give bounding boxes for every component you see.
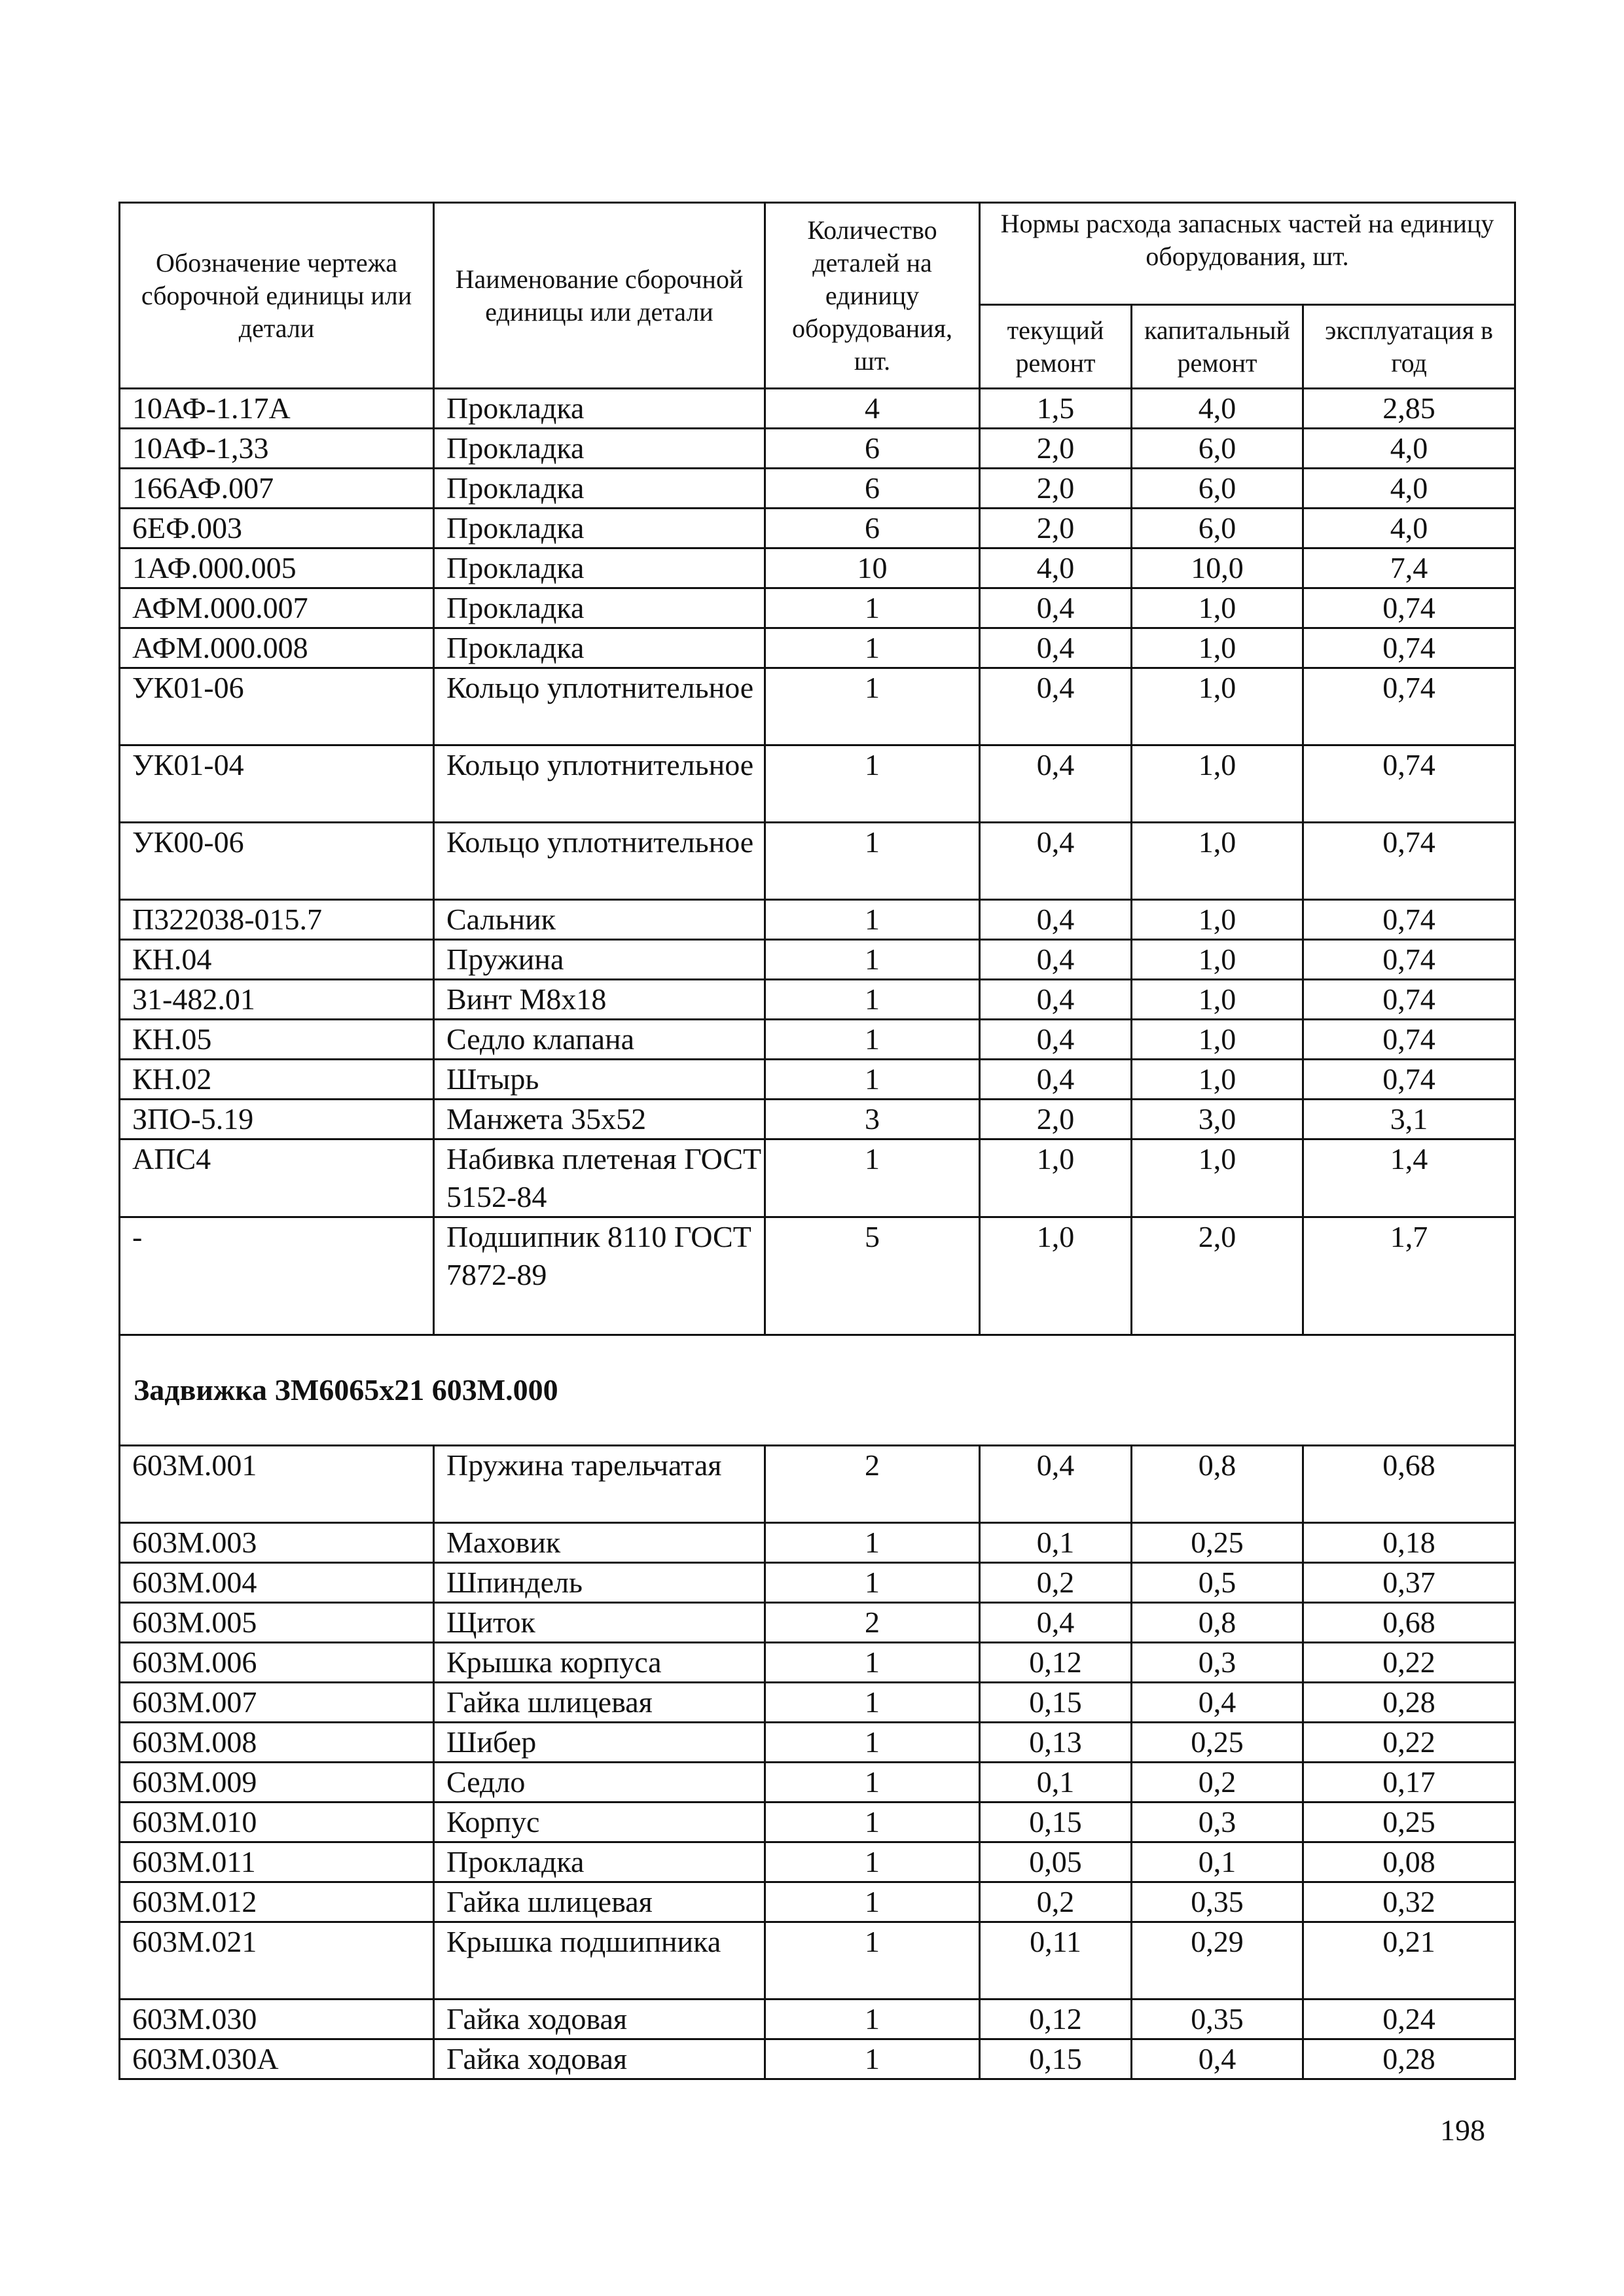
cell-designation: 603М.030: [120, 2000, 434, 2039]
cell-current-repair: 0,05: [980, 1842, 1132, 1882]
cell-capital-repair: 1,0: [1132, 980, 1303, 1020]
cell-name: Прокладка: [434, 389, 765, 429]
cell-name: Кольцо уплотнительное: [434, 668, 765, 745]
page-number: 198: [1440, 2113, 1485, 2147]
table-row: [120, 1922, 1515, 2000]
cell-quantity: 1: [765, 745, 980, 823]
cell-designation: 10АФ-1.17А: [120, 389, 434, 429]
cell-current-repair: 0,4: [980, 1020, 1132, 1060]
cell-capital-repair: 1,0: [1132, 1060, 1303, 1100]
cell-name: Маховик: [434, 1523, 765, 1563]
table-row: [120, 1446, 1515, 1523]
cell-capital-repair: 3,0: [1132, 1100, 1303, 1139]
cell-quantity: 1: [765, 1060, 980, 1100]
cell-capital-repair: 1,0: [1132, 1020, 1303, 1060]
cell-designation: УК01-04: [120, 745, 434, 823]
table-row: [120, 469, 1515, 509]
header-capital-repair: капитальный ремонт: [1132, 305, 1303, 389]
cell-capital-repair: 1,0: [1132, 900, 1303, 940]
cell-capital-repair: 6,0: [1132, 509, 1303, 548]
cell-current-repair: 0,4: [980, 668, 1132, 745]
cell-current-repair: 0,15: [980, 1683, 1132, 1723]
table-row: [120, 548, 1515, 588]
cell-operation-year: 0,68: [1303, 1446, 1515, 1523]
cell-capital-repair: 4,0: [1132, 389, 1303, 429]
cell-capital-repair: 0,4: [1132, 2039, 1303, 2079]
cell-operation-year: 7,4: [1303, 548, 1515, 588]
cell-operation-year: 0,74: [1303, 1020, 1515, 1060]
cell-designation: АФМ.000.008: [120, 628, 434, 668]
cell-operation-year: 0,17: [1303, 1763, 1515, 1803]
table-row: [120, 1603, 1515, 1643]
cell-operation-year: 0,74: [1303, 1060, 1515, 1100]
cell-capital-repair: 1,0: [1132, 1139, 1303, 1217]
cell-capital-repair: 0,25: [1132, 1523, 1303, 1563]
cell-operation-year: 0,74: [1303, 940, 1515, 980]
cell-current-repair: 0,4: [980, 900, 1132, 940]
cell-designation: 603М.010: [120, 1803, 434, 1842]
cell-operation-year: 0,74: [1303, 980, 1515, 1020]
cell-current-repair: 2,0: [980, 509, 1132, 548]
cell-quantity: 1: [765, 628, 980, 668]
cell-designation: АПС4: [120, 1139, 434, 1217]
cell-current-repair: 0,4: [980, 628, 1132, 668]
cell-current-repair: 0,4: [980, 980, 1132, 1020]
table-row: [120, 1139, 1515, 1217]
cell-name: Пружина: [434, 940, 765, 980]
cell-operation-year: 2,85: [1303, 389, 1515, 429]
cell-quantity: 1: [765, 1723, 980, 1763]
cell-operation-year: 4,0: [1303, 429, 1515, 469]
cell-current-repair: 2,0: [980, 429, 1132, 469]
cell-designation: П322038-015.7: [120, 900, 434, 940]
cell-quantity: 1: [765, 1020, 980, 1060]
table-row: [120, 1803, 1515, 1842]
table-row: [120, 389, 1515, 429]
cell-quantity: 5: [765, 1217, 980, 1335]
cell-designation: 1АФ.000.005: [120, 548, 434, 588]
cell-capital-repair: 1,0: [1132, 668, 1303, 745]
cell-designation: 603М.004: [120, 1563, 434, 1603]
table-row: [120, 2039, 1515, 2079]
cell-quantity: 1: [765, 668, 980, 745]
table-row: [120, 2000, 1515, 2039]
header-operation-year: эксплуатация в год: [1303, 305, 1515, 389]
table-row: [120, 980, 1515, 1020]
cell-name: Кольцо уплотнительное: [434, 823, 765, 900]
cell-capital-repair: 0,1: [1132, 1842, 1303, 1882]
cell-capital-repair: 1,0: [1132, 823, 1303, 900]
cell-current-repair: 1,0: [980, 1139, 1132, 1217]
cell-designation: 603М.009: [120, 1763, 434, 1803]
cell-designation: 31-482.01: [120, 980, 434, 1020]
cell-name: Гайка шлицевая: [434, 1683, 765, 1723]
cell-name: Щиток: [434, 1603, 765, 1643]
cell-name: Прокладка: [434, 628, 765, 668]
cell-operation-year: 4,0: [1303, 509, 1515, 548]
spare-parts-table: [118, 202, 1516, 2080]
cell-operation-year: 0,74: [1303, 745, 1515, 823]
cell-operation-year: 0,74: [1303, 668, 1515, 745]
cell-designation: 603М.008: [120, 1723, 434, 1763]
cell-current-repair: 0,1: [980, 1763, 1132, 1803]
cell-operation-year: 0,74: [1303, 900, 1515, 940]
cell-designation: КН.04: [120, 940, 434, 980]
cell-current-repair: 1,0: [980, 1217, 1132, 1335]
cell-capital-repair: 2,0: [1132, 1217, 1303, 1335]
cell-operation-year: 1,7: [1303, 1217, 1515, 1335]
table-row: [120, 940, 1515, 980]
cell-quantity: 1: [765, 1803, 980, 1842]
cell-designation: 603М.003: [120, 1523, 434, 1563]
table-row: [120, 1217, 1515, 1335]
cell-current-repair: 0,12: [980, 2000, 1132, 2039]
table-row: [120, 1563, 1515, 1603]
cell-capital-repair: 10,0: [1132, 548, 1303, 588]
cell-current-repair: 0,2: [980, 1882, 1132, 1922]
cell-capital-repair: 0,3: [1132, 1643, 1303, 1683]
cell-operation-year: 0,24: [1303, 2000, 1515, 2039]
cell-capital-repair: 0,2: [1132, 1763, 1303, 1803]
section-block: [120, 1335, 1515, 1446]
table-row: [120, 588, 1515, 628]
cell-quantity: 1: [765, 1763, 980, 1803]
table-row: [120, 509, 1515, 548]
table-row: [120, 628, 1515, 668]
cell-quantity: 2: [765, 1446, 980, 1523]
cell-quantity: 1: [765, 2000, 980, 2039]
cell-name: Прокладка: [434, 588, 765, 628]
cell-designation: 603М.012: [120, 1882, 434, 1922]
table-row: [120, 1100, 1515, 1139]
cell-name: Седло клапана: [434, 1020, 765, 1060]
cell-name: Гайка шлицевая: [434, 1882, 765, 1922]
cell-designation: 6ЕФ.003: [120, 509, 434, 548]
header-name: Наименование сборочной единицы или детали: [434, 203, 765, 389]
header-current-repair: текущий ремонт: [980, 305, 1132, 389]
cell-operation-year: 0,08: [1303, 1842, 1515, 1882]
cell-name: Подшипник 8110 ГОСТ 7872-89: [434, 1217, 765, 1335]
cell-designation: КН.02: [120, 1060, 434, 1100]
table-row: [120, 900, 1515, 940]
cell-quantity: 1: [765, 1882, 980, 1922]
table-row: [120, 1763, 1515, 1803]
cell-operation-year: 0,37: [1303, 1563, 1515, 1603]
cell-quantity: 1: [765, 1139, 980, 1217]
cell-quantity: 1: [765, 900, 980, 940]
cell-capital-repair: 0,25: [1132, 1723, 1303, 1763]
cell-capital-repair: 1,0: [1132, 745, 1303, 823]
cell-capital-repair: 0,5: [1132, 1563, 1303, 1603]
cell-operation-year: 0,74: [1303, 823, 1515, 900]
cell-operation-year: 0,21: [1303, 1922, 1515, 2000]
cell-capital-repair: 6,0: [1132, 469, 1303, 509]
table-row: [120, 1643, 1515, 1683]
cell-current-repair: 0,4: [980, 1446, 1132, 1523]
cell-operation-year: 0,74: [1303, 628, 1515, 668]
cell-designation: -: [120, 1217, 434, 1335]
cell-designation: УК00-06: [120, 823, 434, 900]
cell-operation-year: 3,1: [1303, 1100, 1515, 1139]
cell-current-repair: 0,4: [980, 1603, 1132, 1643]
cell-name: Корпус: [434, 1803, 765, 1842]
cell-operation-year: 0,22: [1303, 1723, 1515, 1763]
cell-operation-year: 0,68: [1303, 1603, 1515, 1643]
cell-quantity: 1: [765, 1523, 980, 1563]
section-row: [120, 1335, 1515, 1446]
cell-designation: 603М.011: [120, 1842, 434, 1882]
cell-operation-year: 4,0: [1303, 469, 1515, 509]
cell-quantity: 1: [765, 1922, 980, 2000]
cell-capital-repair: 0,29: [1132, 1922, 1303, 2000]
table-row: [120, 429, 1515, 469]
cell-current-repair: 0,11: [980, 1922, 1132, 2000]
cell-name: Крышка подшипника: [434, 1922, 765, 2000]
cell-name: Прокладка: [434, 509, 765, 548]
cell-operation-year: 0,28: [1303, 1683, 1515, 1723]
table-row: [120, 1882, 1515, 1922]
cell-current-repair: 0,15: [980, 1803, 1132, 1842]
table-body-top: [120, 389, 1515, 1335]
cell-current-repair: 0,13: [980, 1723, 1132, 1763]
cell-capital-repair: 0,35: [1132, 1882, 1303, 1922]
cell-quantity: 6: [765, 429, 980, 469]
cell-quantity: 1: [765, 588, 980, 628]
table-body-bottom: [120, 1446, 1515, 2079]
table-row: [120, 1060, 1515, 1100]
cell-quantity: 1: [765, 1643, 980, 1683]
header-designation: Обозначение чертежа сборочной единицы или детали: [120, 203, 434, 389]
cell-quantity: 1: [765, 980, 980, 1020]
table-row: [120, 1723, 1515, 1763]
cell-operation-year: 1,4: [1303, 1139, 1515, 1217]
cell-capital-repair: 1,0: [1132, 940, 1303, 980]
cell-name: Винт М8х18: [434, 980, 765, 1020]
cell-name: Пружина тарельчатая: [434, 1446, 765, 1523]
cell-capital-repair: 1,0: [1132, 628, 1303, 668]
cell-current-repair: 0,4: [980, 1060, 1132, 1100]
table-row: [120, 1523, 1515, 1563]
cell-capital-repair: 6,0: [1132, 429, 1303, 469]
cell-quantity: 1: [765, 1563, 980, 1603]
cell-quantity: 1: [765, 1842, 980, 1882]
cell-quantity: 6: [765, 469, 980, 509]
cell-current-repair: 0,4: [980, 745, 1132, 823]
cell-current-repair: 0,2: [980, 1563, 1132, 1603]
cell-operation-year: 0,25: [1303, 1803, 1515, 1842]
cell-operation-year: 0,74: [1303, 588, 1515, 628]
cell-current-repair: 0,4: [980, 940, 1132, 980]
cell-operation-year: 0,32: [1303, 1882, 1515, 1922]
header-quantity: Количество деталей на единицу оборудования, шт.: [765, 203, 980, 389]
cell-current-repair: 0,1: [980, 1523, 1132, 1563]
cell-quantity: 6: [765, 509, 980, 548]
cell-quantity: 1: [765, 940, 980, 980]
cell-capital-repair: 0,4: [1132, 1683, 1303, 1723]
cell-name: Прокладка: [434, 429, 765, 469]
cell-name: Шибер: [434, 1723, 765, 1763]
cell-name: Шпиндель: [434, 1563, 765, 1603]
cell-quantity: 1: [765, 823, 980, 900]
cell-designation: УК01-06: [120, 668, 434, 745]
cell-designation: 603М.021: [120, 1922, 434, 2000]
section-title: Задвижка ЗМ6065х21 603М.000: [120, 1335, 1515, 1446]
header-norms: Нормы расхода запасных частей на единицу оборудования, шт.: [980, 203, 1515, 305]
cell-quantity: 4: [765, 389, 980, 429]
cell-current-repair: 2,0: [980, 469, 1132, 509]
table-row: [120, 745, 1515, 823]
cell-designation: 166АФ.007: [120, 469, 434, 509]
cell-name: Гайка ходовая: [434, 2039, 765, 2079]
cell-quantity: 1: [765, 1683, 980, 1723]
cell-operation-year: 0,28: [1303, 2039, 1515, 2079]
cell-designation: 603М.006: [120, 1643, 434, 1683]
cell-operation-year: 0,22: [1303, 1643, 1515, 1683]
cell-operation-year: 0,18: [1303, 1523, 1515, 1563]
cell-designation: 603М.001: [120, 1446, 434, 1523]
cell-current-repair: 1,5: [980, 389, 1132, 429]
cell-name: Прокладка: [434, 1842, 765, 1882]
cell-name: Гайка ходовая: [434, 2000, 765, 2039]
cell-current-repair: 0,4: [980, 588, 1132, 628]
cell-current-repair: 0,4: [980, 823, 1132, 900]
cell-capital-repair: 0,8: [1132, 1603, 1303, 1643]
table-row: [120, 668, 1515, 745]
cell-name: Крышка корпуса: [434, 1643, 765, 1683]
cell-capital-repair: 0,35: [1132, 2000, 1303, 2039]
cell-name: Кольцо уплотнительное: [434, 745, 765, 823]
cell-current-repair: 2,0: [980, 1100, 1132, 1139]
cell-designation: 603М.030А: [120, 2039, 434, 2079]
table-row: [120, 1683, 1515, 1723]
table-row: [120, 1020, 1515, 1060]
cell-name: Набивка плетеная ГОСТ 5152-84: [434, 1139, 765, 1217]
cell-current-repair: 0,12: [980, 1643, 1132, 1683]
cell-designation: 10АФ-1,33: [120, 429, 434, 469]
cell-name: Прокладка: [434, 548, 765, 588]
cell-quantity: 3: [765, 1100, 980, 1139]
cell-name: Седло: [434, 1763, 765, 1803]
cell-designation: КН.05: [120, 1020, 434, 1060]
cell-name: Штырь: [434, 1060, 765, 1100]
spare-parts-table-container: [118, 202, 1514, 2080]
cell-designation: ЗПО-5.19: [120, 1100, 434, 1139]
cell-quantity: 1: [765, 2039, 980, 2079]
cell-designation: АФМ.000.007: [120, 588, 434, 628]
cell-name: Прокладка: [434, 469, 765, 509]
cell-name: Манжета 35х52: [434, 1100, 765, 1139]
cell-current-repair: 0,15: [980, 2039, 1132, 2079]
cell-name: Сальник: [434, 900, 765, 940]
cell-quantity: 2: [765, 1603, 980, 1643]
cell-designation: 603М.005: [120, 1603, 434, 1643]
cell-current-repair: 4,0: [980, 548, 1132, 588]
table-row: [120, 1842, 1515, 1882]
cell-capital-repair: 0,3: [1132, 1803, 1303, 1842]
cell-capital-repair: 1,0: [1132, 588, 1303, 628]
cell-designation: 603М.007: [120, 1683, 434, 1723]
table-row: [120, 823, 1515, 900]
cell-quantity: 10: [765, 548, 980, 588]
cell-capital-repair: 0,8: [1132, 1446, 1303, 1523]
